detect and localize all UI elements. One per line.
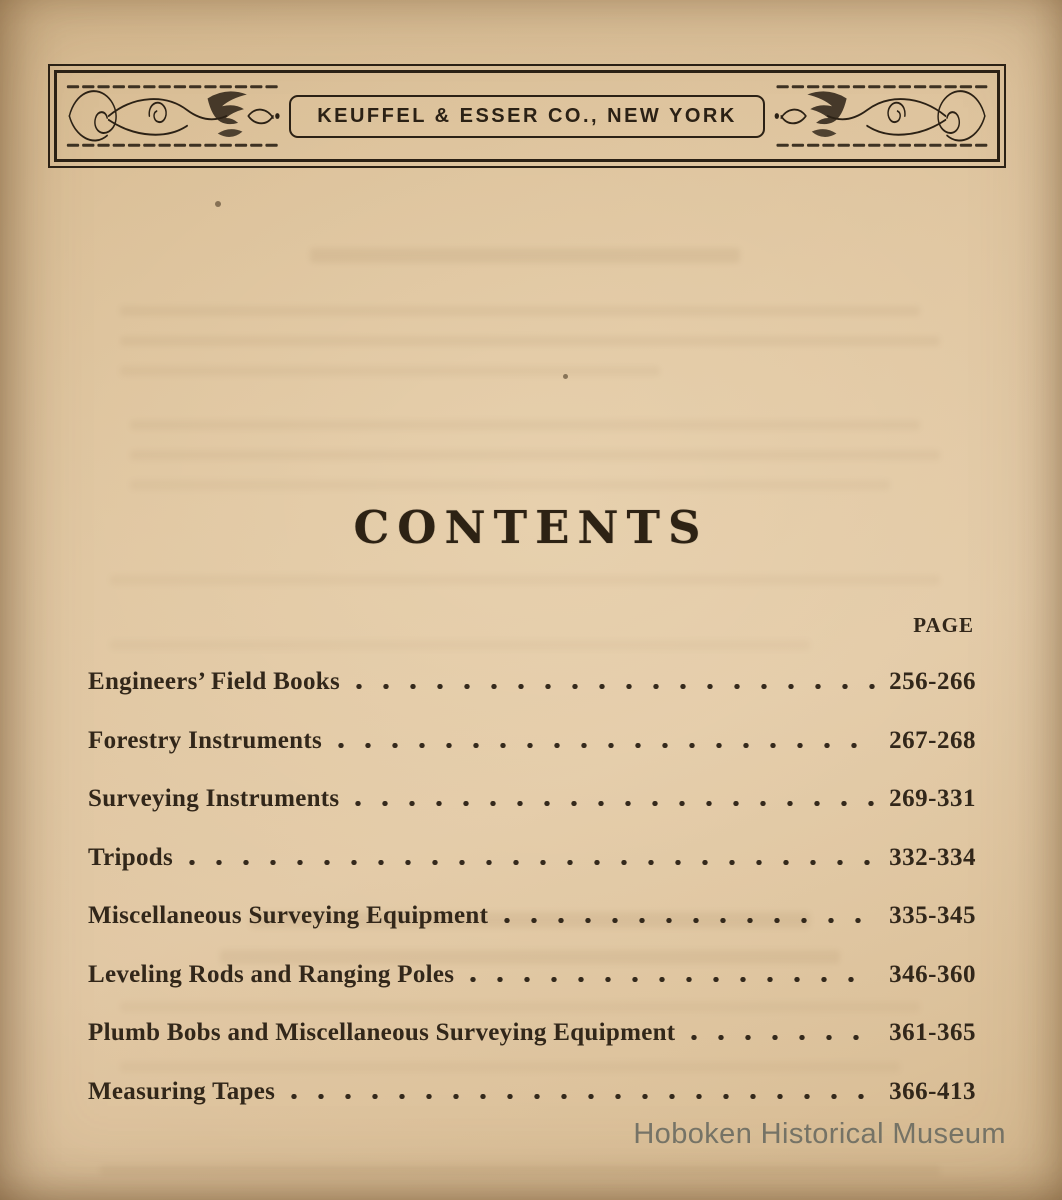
company-name: KEUFFEL & ESSER CO., NEW YORK <box>289 95 765 138</box>
table-of-contents <box>88 613 976 1105</box>
toc-item-label: Leveling Rods and Ranging Poles <box>88 960 455 988</box>
watermark: Hoboken Historical Museum <box>633 1118 1006 1150</box>
company-banner <box>48 64 1006 168</box>
bleed-through-line <box>310 248 740 263</box>
toc-item-label: Surveying Instruments <box>88 785 340 812</box>
toc-item-label: Miscellaneous Surveying Equipment <box>88 902 489 929</box>
dot-leader <box>504 918 875 923</box>
dot-leader <box>356 684 875 689</box>
dot-leader <box>189 860 875 865</box>
filigree-griffin-right-icon <box>771 77 989 155</box>
toc-item-label: Forestry Instruments <box>88 726 322 754</box>
filigree-griffin-left-icon <box>65 77 283 155</box>
toc-item-pages: 346-360 <box>889 960 976 988</box>
company-banner-frame <box>54 70 1000 162</box>
dot-leader <box>470 977 875 982</box>
toc-item-pages: 267-268 <box>889 726 976 754</box>
bleed-through-line <box>130 480 890 490</box>
paper-speck <box>215 201 221 207</box>
paper-speck <box>563 374 568 379</box>
toc-item-pages: 256-266 <box>889 668 976 695</box>
toc-item-label: Engineers’ Field Books <box>88 668 340 695</box>
toc-item-label: Measuring Tapes <box>88 1077 276 1105</box>
toc-row <box>88 903 976 929</box>
toc-row <box>88 728 976 754</box>
bleed-through-line <box>100 1165 940 1176</box>
toc-row <box>88 1079 976 1105</box>
page-title: CONTENTS <box>353 501 709 554</box>
bleed-through-line <box>120 336 940 346</box>
toc-item-label: Plumb Bobs and Miscellaneous Surveying Equipment <box>88 1019 676 1046</box>
toc-row <box>88 669 976 695</box>
toc-item-pages: 332-334 <box>889 843 976 871</box>
toc-item-label: Tripods <box>88 843 173 871</box>
toc-row <box>88 1020 976 1046</box>
toc-item-pages: 366-413 <box>889 1077 976 1105</box>
toc-row <box>88 845 976 871</box>
toc-item-pages: 335-345 <box>889 902 976 929</box>
bleed-through-line <box>120 366 660 376</box>
dot-leader <box>355 801 875 806</box>
bleed-through-line <box>110 575 940 585</box>
dot-leader <box>291 1094 875 1099</box>
page-column-header: PAGE <box>913 613 974 637</box>
toc-item-pages: 361-365 <box>889 1019 976 1046</box>
dot-leader <box>338 743 875 748</box>
bleed-through-line <box>130 450 940 460</box>
toc-row <box>88 962 976 988</box>
toc-row <box>88 786 976 812</box>
toc-item-pages: 269-331 <box>889 785 976 812</box>
bleed-through-line <box>130 420 920 430</box>
bleed-through-line <box>120 306 920 316</box>
dot-leader <box>691 1035 875 1040</box>
